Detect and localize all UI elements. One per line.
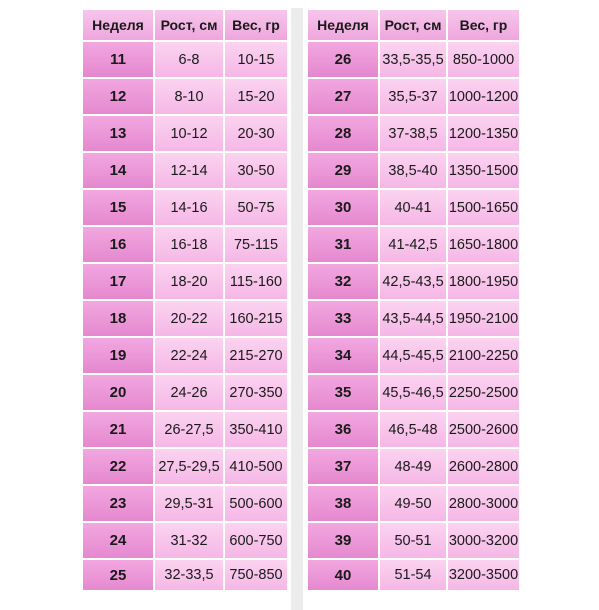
weight-cell: 1500-1650	[447, 189, 520, 226]
table-row	[307, 115, 520, 152]
week-cell: 29	[307, 152, 379, 189]
height-cell: 6-8	[154, 41, 224, 78]
height-cell: 24-26	[154, 374, 224, 411]
week-cell: 22	[82, 448, 154, 485]
height-cell: 38,5-40	[379, 152, 447, 189]
weight-cell: 1350-1500	[447, 152, 520, 189]
week-cell: 32	[307, 263, 379, 300]
table-row	[82, 485, 288, 522]
header-height: Рост, см	[379, 9, 447, 41]
weight-cell: 1800-1950	[447, 263, 520, 300]
week-cell: 11	[82, 41, 154, 78]
table-row	[82, 152, 288, 189]
week-cell: 35	[307, 374, 379, 411]
height-cell: 26-27,5	[154, 411, 224, 448]
week-cell: 13	[82, 115, 154, 152]
height-cell: 22-24	[154, 337, 224, 374]
weight-cell: 215-270	[224, 337, 288, 374]
week-cell: 27	[307, 78, 379, 115]
height-cell: 41-42,5	[379, 226, 447, 263]
weight-cell: 1200-1350	[447, 115, 520, 152]
table-row	[307, 337, 520, 374]
week-cell: 21	[82, 411, 154, 448]
weight-cell: 270-350	[224, 374, 288, 411]
height-cell: 51-54	[379, 559, 447, 591]
table-row	[82, 41, 288, 78]
week-cell: 36	[307, 411, 379, 448]
table-row	[307, 485, 520, 522]
weight-cell: 3000-3200	[447, 522, 520, 559]
weight-cell: 30-50	[224, 152, 288, 189]
weight-cell: 15-20	[224, 78, 288, 115]
height-cell: 12-14	[154, 152, 224, 189]
weight-cell: 20-30	[224, 115, 288, 152]
height-cell: 43,5-44,5	[379, 300, 447, 337]
table-row	[82, 337, 288, 374]
table-row	[307, 559, 520, 591]
table-row	[307, 152, 520, 189]
weight-cell: 1950-2100	[447, 300, 520, 337]
height-cell: 10-12	[154, 115, 224, 152]
weight-cell: 1650-1800	[447, 226, 520, 263]
weight-cell: 160-215	[224, 300, 288, 337]
table-row	[82, 226, 288, 263]
week-cell: 23	[82, 485, 154, 522]
week-cell: 24	[82, 522, 154, 559]
height-cell: 20-22	[154, 300, 224, 337]
column-divider	[291, 8, 303, 610]
week-cell: 30	[307, 189, 379, 226]
weight-cell: 2100-2250	[447, 337, 520, 374]
table-weeks-26-40	[306, 8, 521, 592]
height-cell: 8-10	[154, 78, 224, 115]
table-row	[307, 374, 520, 411]
table-row	[307, 522, 520, 559]
weight-cell: 750-850	[224, 559, 288, 591]
height-cell: 31-32	[154, 522, 224, 559]
table-row	[307, 189, 520, 226]
week-cell: 19	[82, 337, 154, 374]
table-row	[82, 189, 288, 226]
height-cell: 35,5-37	[379, 78, 447, 115]
table-row	[307, 411, 520, 448]
weight-cell: 2500-2600	[447, 411, 520, 448]
height-cell: 16-18	[154, 226, 224, 263]
weight-cell: 50-75	[224, 189, 288, 226]
table-row	[82, 448, 288, 485]
week-cell: 40	[307, 559, 379, 591]
table-row	[82, 559, 288, 591]
weight-cell: 350-410	[224, 411, 288, 448]
height-cell: 44,5-45,5	[379, 337, 447, 374]
week-cell: 20	[82, 374, 154, 411]
week-cell: 31	[307, 226, 379, 263]
weight-cell: 75-115	[224, 226, 288, 263]
table-row	[82, 263, 288, 300]
table-header-row	[307, 9, 520, 41]
week-cell: 33	[307, 300, 379, 337]
table-row	[307, 78, 520, 115]
height-cell: 29,5-31	[154, 485, 224, 522]
table-row	[307, 41, 520, 78]
week-cell: 14	[82, 152, 154, 189]
header-week: Неделя	[307, 9, 379, 41]
height-cell: 48-49	[379, 448, 447, 485]
header-height: Рост, см	[154, 9, 224, 41]
weight-cell: 2600-2800	[447, 448, 520, 485]
weight-cell: 115-160	[224, 263, 288, 300]
height-cell: 18-20	[154, 263, 224, 300]
table-row	[82, 522, 288, 559]
height-cell: 40-41	[379, 189, 447, 226]
week-cell: 34	[307, 337, 379, 374]
weight-cell: 600-750	[224, 522, 288, 559]
table-header-row	[82, 9, 288, 41]
table-row	[82, 374, 288, 411]
weight-cell: 2800-3000	[447, 485, 520, 522]
height-cell: 50-51	[379, 522, 447, 559]
weight-cell: 500-600	[224, 485, 288, 522]
height-cell: 42,5-43,5	[379, 263, 447, 300]
table-row	[82, 115, 288, 152]
table-row	[82, 411, 288, 448]
week-cell: 18	[82, 300, 154, 337]
height-cell: 46,5-48	[379, 411, 447, 448]
week-cell: 17	[82, 263, 154, 300]
week-cell: 25	[82, 559, 154, 591]
table-row	[82, 78, 288, 115]
height-cell: 27,5-29,5	[154, 448, 224, 485]
weight-cell: 850-1000	[447, 41, 520, 78]
table-row	[307, 300, 520, 337]
table-row	[82, 300, 288, 337]
week-cell: 38	[307, 485, 379, 522]
week-cell: 15	[82, 189, 154, 226]
height-cell: 14-16	[154, 189, 224, 226]
weight-cell: 2250-2500	[447, 374, 520, 411]
weight-cell: 10-15	[224, 41, 288, 78]
table-row	[307, 263, 520, 300]
weight-cell: 410-500	[224, 448, 288, 485]
height-cell: 37-38,5	[379, 115, 447, 152]
week-cell: 16	[82, 226, 154, 263]
week-cell: 26	[307, 41, 379, 78]
table-weeks-11-25	[81, 8, 289, 592]
table-row	[307, 448, 520, 485]
header-weight: Вес, гр	[224, 9, 288, 41]
week-cell: 39	[307, 522, 379, 559]
week-cell: 28	[307, 115, 379, 152]
weight-cell: 3200-3500	[447, 559, 520, 591]
weight-cell: 1000-1200	[447, 78, 520, 115]
height-cell: 33,5-35,5	[379, 41, 447, 78]
week-cell: 37	[307, 448, 379, 485]
table-row	[307, 226, 520, 263]
header-weight: Вес, гр	[447, 9, 520, 41]
height-cell: 32-33,5	[154, 559, 224, 591]
week-cell: 12	[82, 78, 154, 115]
height-cell: 49-50	[379, 485, 447, 522]
height-cell: 45,5-46,5	[379, 374, 447, 411]
header-week: Неделя	[82, 9, 154, 41]
